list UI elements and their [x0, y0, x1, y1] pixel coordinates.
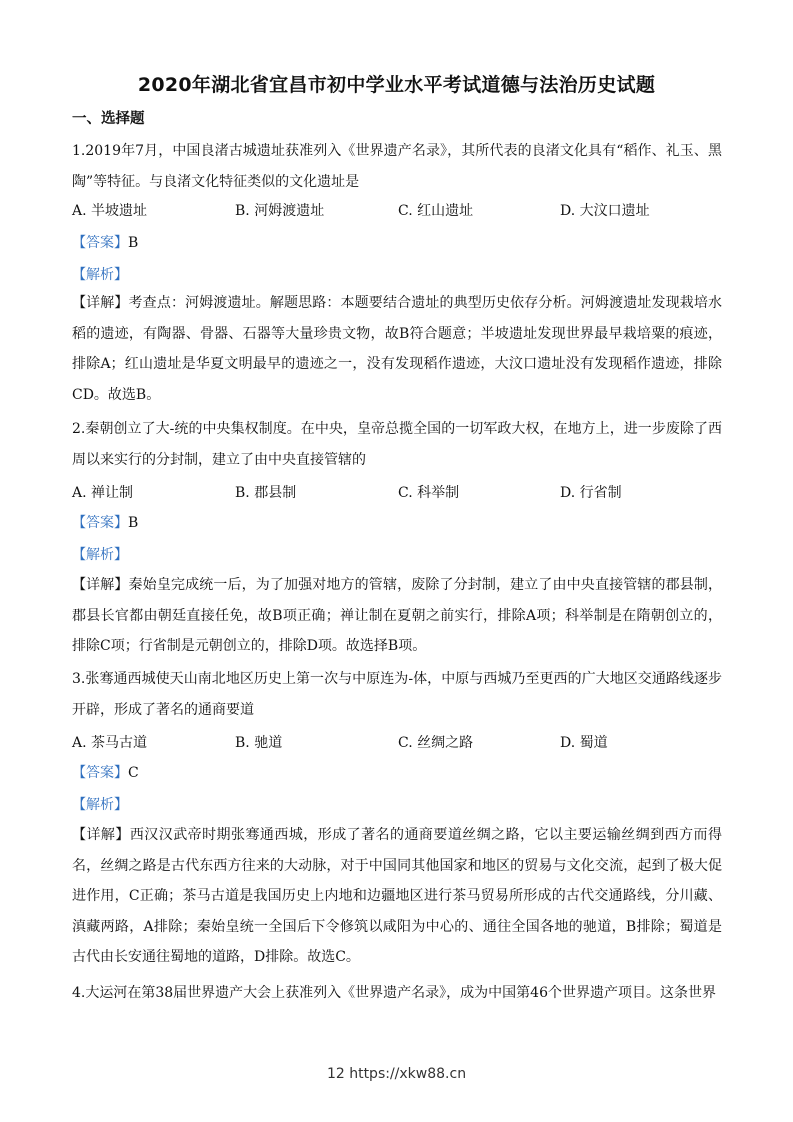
question-2-detail: [72, 570, 722, 662]
option-a: A. 禅让制: [72, 485, 134, 501]
question-2-options: [72, 482, 722, 506]
option-d: D. 大汶口遗址: [560, 203, 650, 219]
question-1-stem: 1.2019年7月，中国良渚古城遗址获准列入《世界遗产名录》，其所代表的良渚文化具有“稻作、礼玉、黑陶”等特征。与良渚文化特征类似的文化遗址是: [72, 143, 722, 190]
option-c: C. 丝绸之路: [398, 735, 474, 751]
option-c: C. 红山遗址: [398, 203, 474, 219]
answer-label: 【答案】: [72, 515, 128, 531]
question-1-detail: [72, 288, 722, 410]
answer-line: [72, 232, 138, 252]
answer-value: C: [128, 765, 139, 781]
answer-line: [72, 512, 138, 532]
page-title: 2020年湖北省宜昌市初中学业水平考试道德与法治历史试题: [137, 74, 656, 96]
question-2-stem: 2.秦朝创立了大-统的中央集权制度。在中央，皇帝总揽全国的一切军政大权，在地方上，进一步废除了西周以来实行的分封制，建立了由中央直接管辖的: [72, 421, 722, 468]
answer-label: 【答案】: [72, 235, 128, 251]
analysis-label: [72, 794, 128, 814]
answer-value: B: [128, 235, 139, 251]
analysis-label: [72, 264, 128, 284]
question-3-stem: 3.张骞通西城使天山南北地区历史上第一次与中原连为-体，中原与西城乃至更西的广大地区交通路线逐步开辟，形成了著名的通商要道: [72, 671, 722, 718]
page-footer: 12 https://xkw88.cn: [326, 1066, 467, 1082]
option-b: B. 驰道: [235, 735, 283, 751]
detail-label: 【详解】: [72, 827, 130, 843]
option-b: B. 郡县制: [235, 485, 297, 501]
question-3-detail: [72, 820, 722, 973]
answer-value: B: [128, 515, 139, 531]
question-3-options: [72, 732, 722, 756]
section-heading: 一、选择题: [72, 111, 145, 127]
option-d: D. 蜀道: [560, 735, 608, 751]
detail-text: 考查点：河姆渡遗址。解题思路：本题要结合遗址的典型历史依存分析。河姆渡遗址发现栽培水稻的遗迹，有陶器、骨器、石器等大量珍贵文物，故B符合题意；半坡遗址发现世界最早栽培粟的痕迹，排除A；红山遗址是华夏文明最早的遗迹之一，没有发现稻作遗迹，大汶口遗址没有发现稻作遗迹，排除CD。故选B。: [72, 295, 723, 403]
detail-text: 秦始皇完成统一后，为了加强对地方的管辖，废除了分封制，建立了由中央直接管辖的郡县制，郡县长官都由朝廷直接任免，故B项正确；禅让制在夏朝之前实行，排除A项；科举制是在隋朝创立的，排除C项；行省制是元朝创立的，排除D项。故选择B项。: [72, 577, 723, 654]
option-d: D. 行省制: [560, 485, 622, 501]
detail-label: 【详解】: [72, 577, 129, 593]
option-a: A. 茶马古道: [72, 735, 148, 751]
analysis-label: [72, 544, 128, 564]
question-1-options: [72, 200, 722, 224]
detail-text: 西汉汉武帝时期张骞通西城，形成了著名的通商要道丝绸之路，它以主要运输丝绸到西方而得名，丝绸之路是古代东西方往来的大动脉，对于中国同其他国家和地区的贸易与文化交流，起到了极大促进作用，C正确；茶马古道是我国历史上内地和边疆地区进行茶马贸易所形成的古代交通路线，分川藏、滇藏两路，A排除；秦始皇统一全国后下令修筑以咸阳为中心的、通往全国各地的驰道，B排除；蜀道是古代由长安通往蜀地的道路，D排除。故选C。: [72, 827, 723, 965]
question-4-stem: 4.大运河在第38届世界遗产大会上获准列入《世界遗产名录》，成为中国第46个世界遗产项目。这条世界: [72, 985, 716, 1001]
option-a: A. 半坡遗址: [72, 203, 148, 219]
answer-label: 【答案】: [72, 765, 128, 781]
option-c: C. 科举制: [398, 485, 460, 501]
analysis-label-text: 【解析】: [72, 267, 128, 283]
answer-line: [72, 762, 139, 782]
analysis-label-text: 【解析】: [72, 797, 128, 813]
analysis-label-text: 【解析】: [72, 547, 128, 563]
option-b: B. 河姆渡遗址: [235, 203, 325, 219]
detail-label: 【详解】: [72, 295, 129, 311]
